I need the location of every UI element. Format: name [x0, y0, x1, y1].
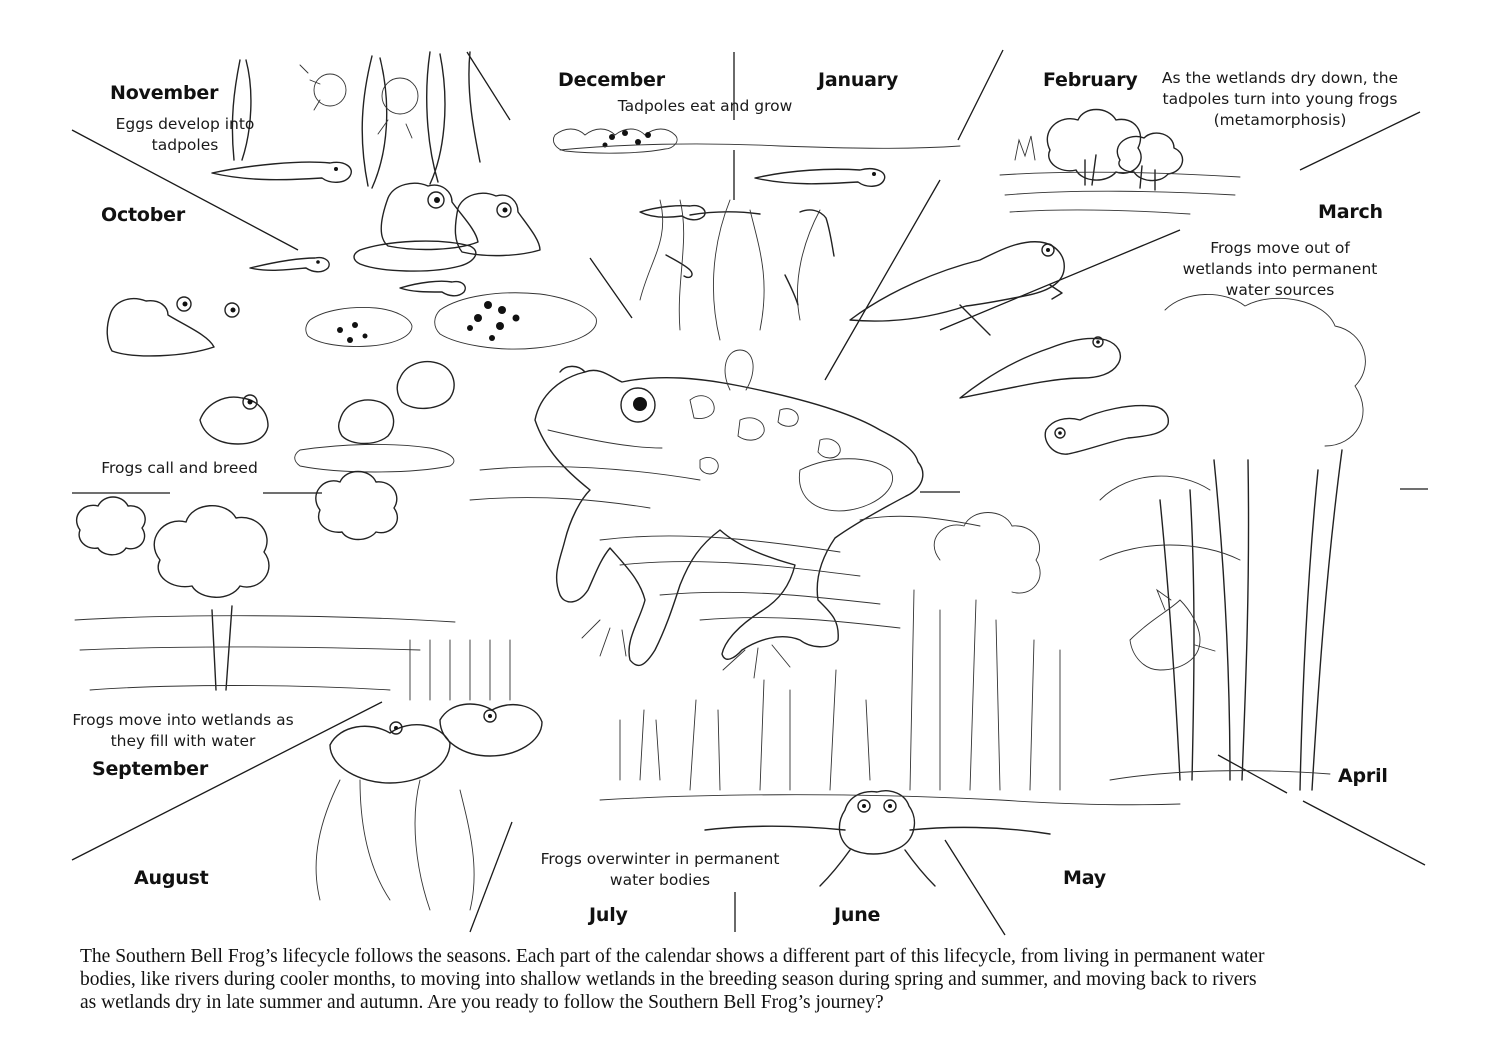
month-label-november: November [110, 82, 219, 104]
month-label-october: October [101, 204, 186, 226]
caption-line: tadpoles [151, 136, 219, 154]
caption-march [1180, 238, 1380, 301]
intro-line: as wetlands dry in late summer and autumn. Are you ready to follow the Southern Bell Frog’s journey? [80, 992, 884, 1013]
river-red-gums [1100, 294, 1365, 790]
month-label-april: April [1338, 765, 1388, 787]
caption-line: Frogs move into wetlands as [72, 711, 294, 729]
nardoo-and-reeds [316, 640, 542, 910]
calling-frogs [107, 183, 540, 472]
month-label-september: September [92, 758, 208, 780]
frog-eggs [306, 129, 677, 349]
month-label-january: January [818, 69, 899, 91]
month-label-august: August [134, 867, 209, 889]
eucalyptus-leaves [232, 52, 480, 188]
caption-july [535, 849, 785, 891]
central-frog-drawing [535, 366, 923, 678]
sector-dividers [72, 50, 1428, 935]
intro-line: The Southern Bell Frog’s lifecycle follows the seasons. Each part of the calendar shows a different part of this lifecycle, from living in permanent water [80, 946, 1265, 967]
reeds-lower [620, 513, 1060, 791]
intro-paragraph [80, 945, 1440, 1014]
caption-line: (metamorphosis) [1213, 111, 1347, 129]
caption-line: Frogs move out of [1210, 239, 1350, 257]
month-label-february: February [1043, 69, 1138, 91]
caption-september [68, 710, 298, 752]
tadpoles [212, 162, 885, 305]
wetland-trees-sep [75, 472, 455, 691]
caption-december [610, 96, 800, 117]
intro-line: bodies, like rivers during cooler months, to moving into shallow wetlands in the breeding season during spring and summer, and moving back to rivers [80, 969, 1257, 990]
month-label-december: December [558, 69, 665, 91]
caption-line: Frogs call and breed [101, 459, 258, 477]
caption-line: As the wetlands dry down, the [1161, 69, 1399, 87]
caption-line: Eggs develop into [115, 115, 255, 133]
caption-line: Tadpoles eat and grow [617, 97, 793, 115]
aquatic-plants [560, 144, 960, 390]
month-label-may: May [1063, 867, 1106, 889]
month-label-july: July [589, 904, 628, 926]
caption-february [1150, 68, 1410, 131]
caption-november [105, 114, 265, 156]
caption-october [92, 458, 267, 479]
caption-line: water bodies [609, 871, 711, 889]
caption-line: Frogs overwinter in permanent [540, 850, 780, 868]
caption-line: tadpoles turn into young frogs [1162, 90, 1398, 108]
caption-line: they fill with water [110, 732, 256, 750]
caption-line: wetlands into permanent [1182, 260, 1378, 278]
river-water [470, 467, 980, 628]
leaping-frogs [850, 242, 1168, 454]
caption-line: water sources [1225, 281, 1335, 299]
month-label-march: March [1318, 201, 1383, 223]
month-label-june: June [834, 904, 881, 926]
